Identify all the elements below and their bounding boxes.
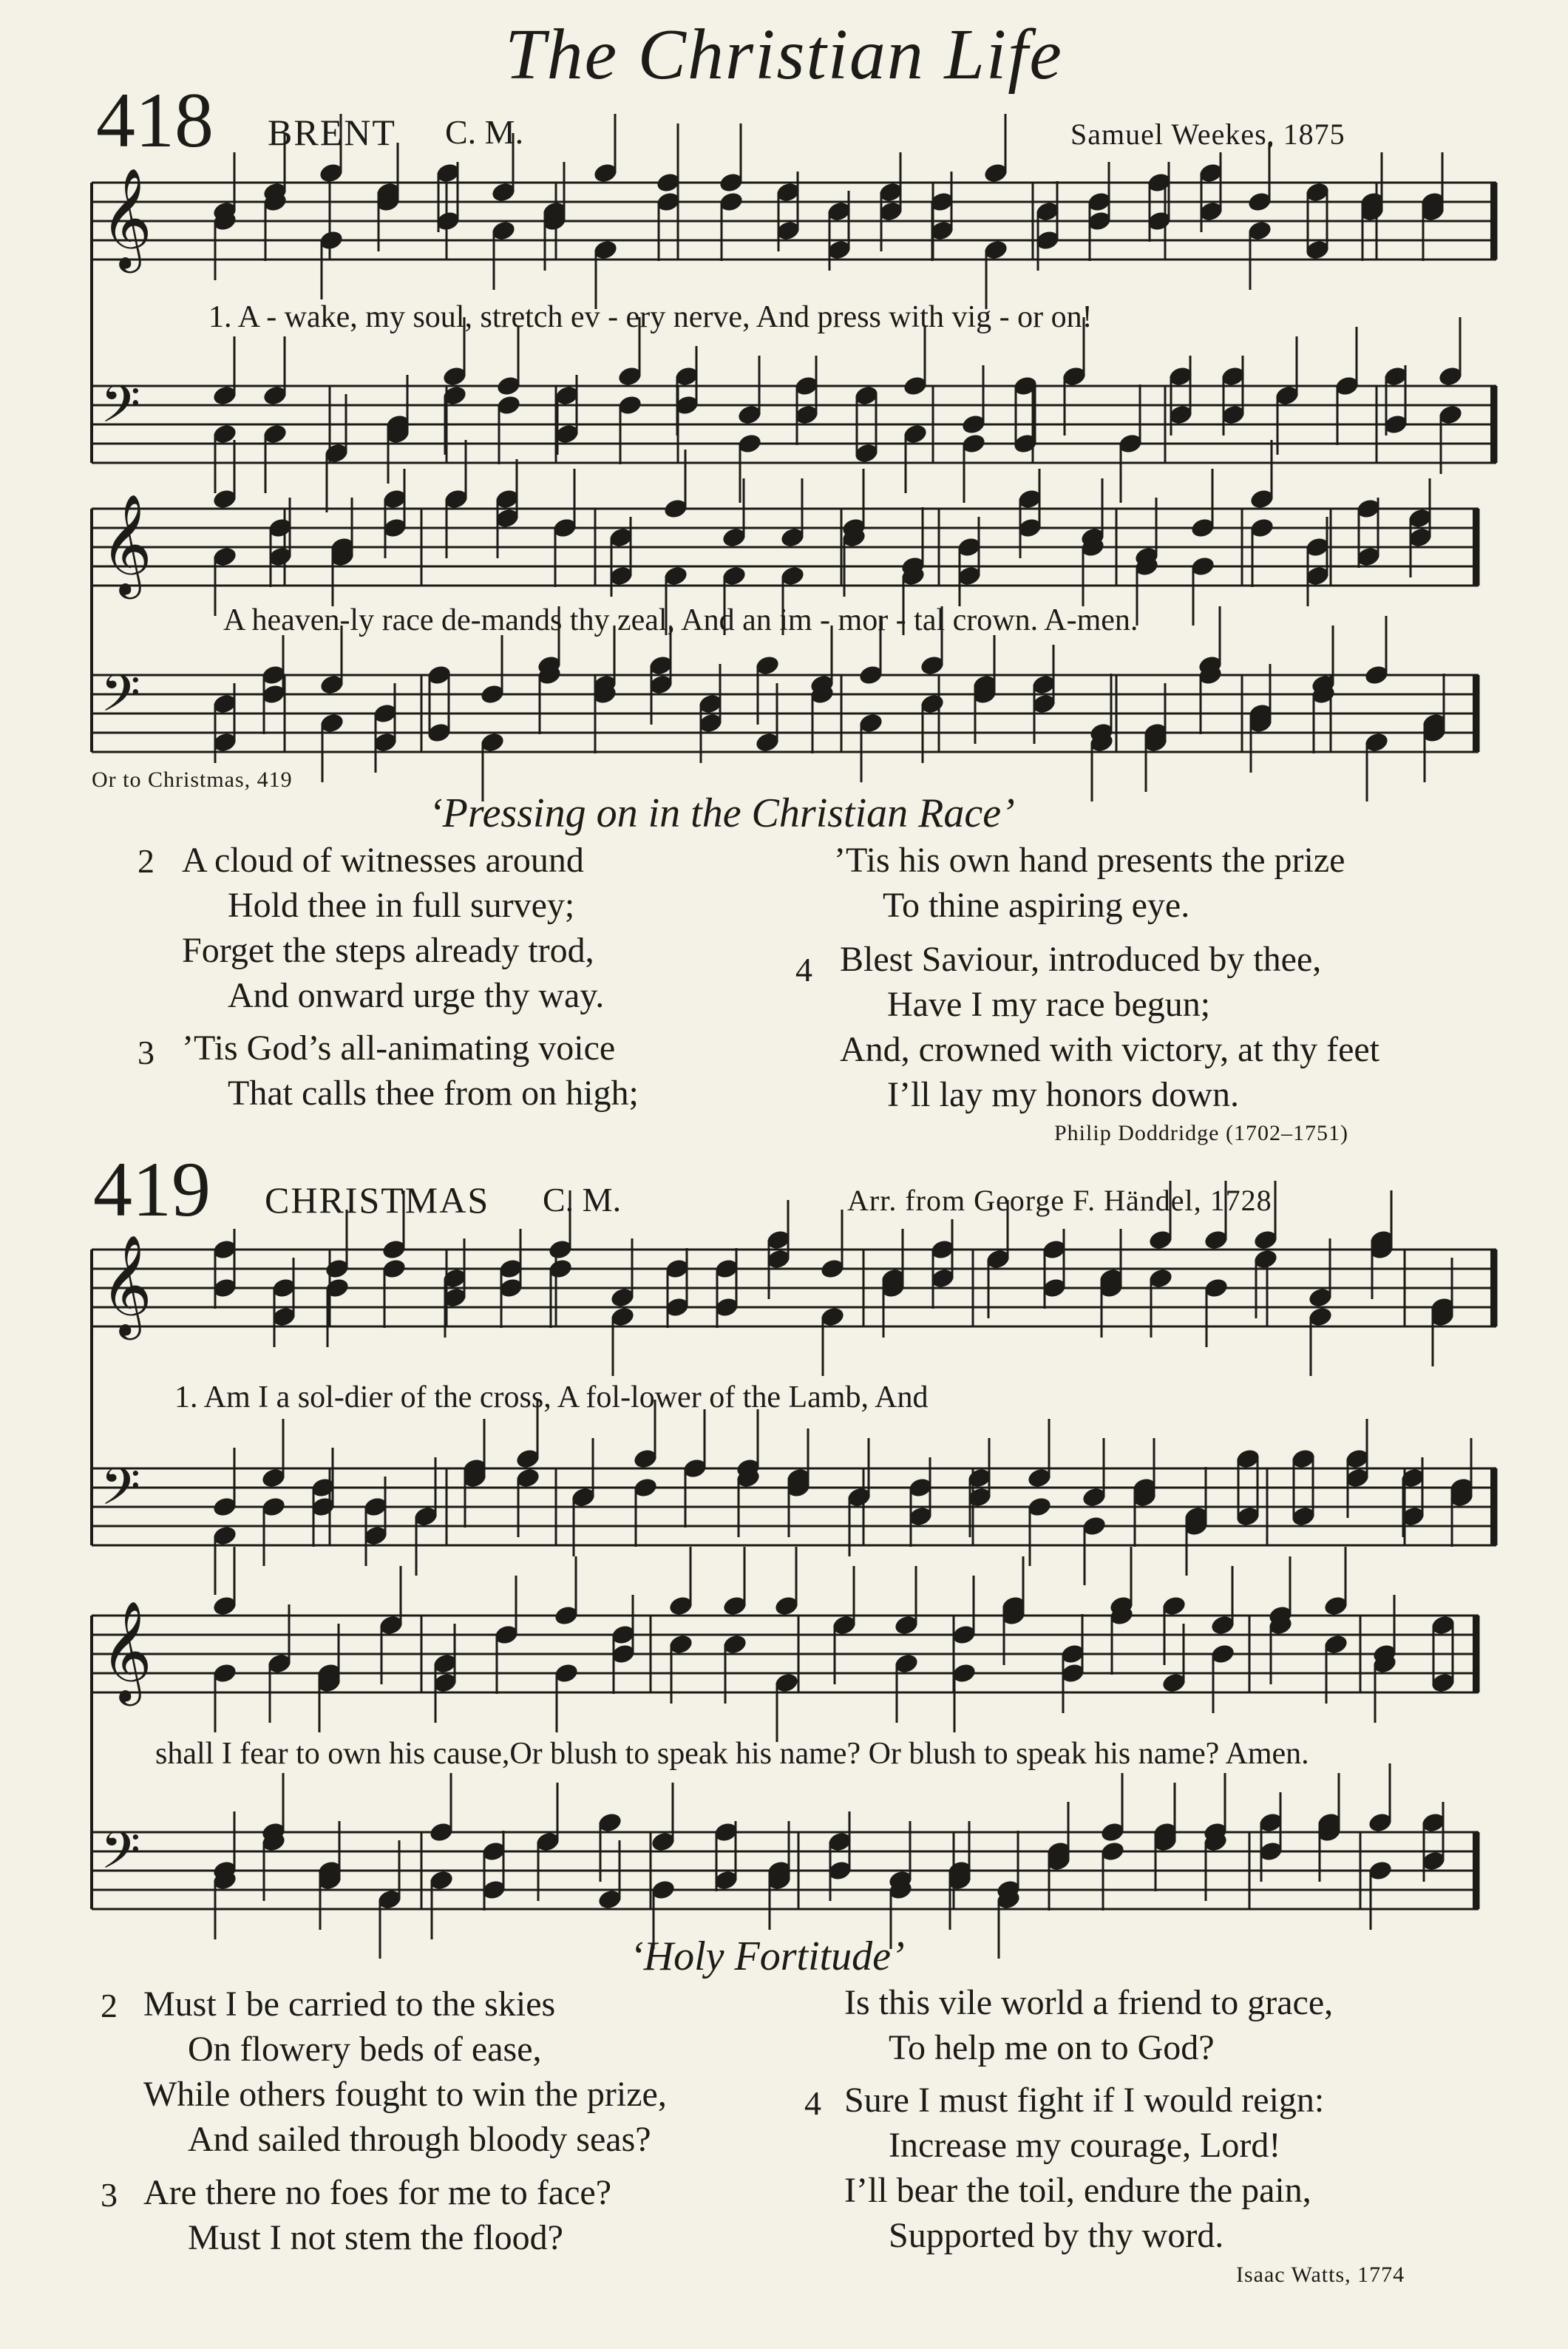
stanza-number: 2: [101, 1987, 118, 2024]
stanza-line: Are there no foes for me to face?: [143, 2173, 611, 2212]
final-barline: [1490, 1250, 1496, 1326]
stanza-line: To thine aspiring eye.: [883, 886, 1190, 925]
hymn-number: 418: [96, 77, 214, 163]
stanza-number: 4: [804, 2084, 821, 2122]
lyric-line: shall I fear to own his cause,Or blush to speak his name? Or blush to speak his name? Amen.: [155, 1737, 1309, 1771]
stanza-line: Blest Saviour, introduced by thee,: [840, 940, 1322, 979]
treble-clef-icon: 𝄞: [101, 1599, 152, 1701]
stanza-line: Must I not stem the flood?: [188, 2218, 563, 2257]
tune-name: BRENT: [268, 112, 396, 153]
bass-clef-icon: 𝄢: [101, 663, 141, 736]
lyric-line: 1. Am I a sol-dier of the cross, A fol-lower of the Lamb, And: [174, 1380, 929, 1414]
final-barline: [1473, 675, 1479, 752]
stanza-line: That calls thee from on high;: [228, 1074, 639, 1113]
stanza-line: Supported by thy word.: [889, 2216, 1224, 2255]
lyric-line: A heaven-ly race de-mands thy zeal, And an im - mor - tal crown. A-men.: [223, 603, 1138, 637]
final-barline: [1473, 1832, 1479, 1909]
stanza-line: Must I be carried to the skies: [143, 1984, 556, 2024]
meter: C. M.: [445, 113, 524, 151]
stanza-line: A cloud of witnesses around: [182, 841, 584, 880]
lyric-line: 1. A - wake, my soul, stretch ev - ery nerve, And press with vig - or on!: [208, 300, 1093, 334]
stanza-line: To help me on to God?: [889, 2028, 1215, 2067]
stanza-line: Forget the steps already trod,: [182, 931, 594, 970]
treble-clef-icon: 𝄞: [101, 166, 152, 268]
stanza-line: I’ll bear the toil, endure the pain,: [844, 2171, 1311, 2210]
treble-clef-icon: 𝄞: [101, 492, 152, 594]
stanza-line: And onward urge thy way.: [228, 976, 605, 1015]
composer: Arr. from George F. Händel, 1728: [847, 1184, 1272, 1217]
tune-name: CHRISTMAS: [265, 1179, 490, 1221]
alternate-tune-note: Or to Christmas, 419: [92, 767, 293, 792]
final-barline: [1490, 386, 1496, 463]
stanza-number: 3: [101, 2176, 118, 2214]
bass-clef-icon: 𝄢: [101, 1457, 141, 1529]
treble-clef-icon: 𝄞: [101, 1233, 152, 1335]
page-title: The Christian Life: [505, 15, 1063, 95]
final-barline: [1490, 1468, 1496, 1545]
stanza-title: ‘Pressing on in the Christian Race’: [429, 790, 1015, 836]
hymn-number: 419: [93, 1146, 211, 1233]
stanza-line: Is this vile world a friend to grace,: [844, 1983, 1334, 2022]
author: Isaac Watts, 1774: [1236, 2262, 1405, 2287]
final-barline: [1490, 183, 1496, 260]
stanza-number: 4: [795, 951, 812, 989]
stanza-line: I’ll lay my honors down.: [887, 1075, 1239, 1114]
meter: C. M.: [543, 1181, 622, 1218]
stanza-number: 3: [138, 1034, 155, 1071]
stanza-line: Have I my race begun;: [887, 985, 1211, 1024]
stanza-line: Increase my courage, Lord!: [889, 2126, 1281, 2165]
stanza-line: On flowery beds of ease,: [188, 2030, 542, 2069]
bass-clef-icon: 𝄢: [101, 374, 141, 447]
bass-clef-icon: 𝄢: [101, 1820, 141, 1893]
composer: Samuel Weekes, 1875: [1070, 118, 1345, 151]
stanza-line: And, crowned with victory, at thy feet: [840, 1030, 1380, 1069]
final-barline: [1473, 509, 1479, 586]
stanza-line: ’Tis God’s all-animating voice: [182, 1028, 616, 1068]
author: Philip Doddridge (1702–1751): [1054, 1121, 1348, 1145]
stanza-line: Sure I must fight if I would reign:: [844, 2081, 1325, 2120]
stanza-line: And sailed through bloody seas?: [188, 2120, 651, 2159]
stanza-number: 2: [138, 842, 155, 880]
stanza-line: ’Tis his own hand presents the prize: [834, 841, 1345, 880]
stanza-title: ‘Holy Fortitude’: [630, 1933, 905, 1979]
final-barline: [1473, 1616, 1479, 1692]
stanza-line: While others fought to win the prize,: [143, 2075, 667, 2114]
stanza-line: Hold thee in full survey;: [228, 886, 575, 925]
